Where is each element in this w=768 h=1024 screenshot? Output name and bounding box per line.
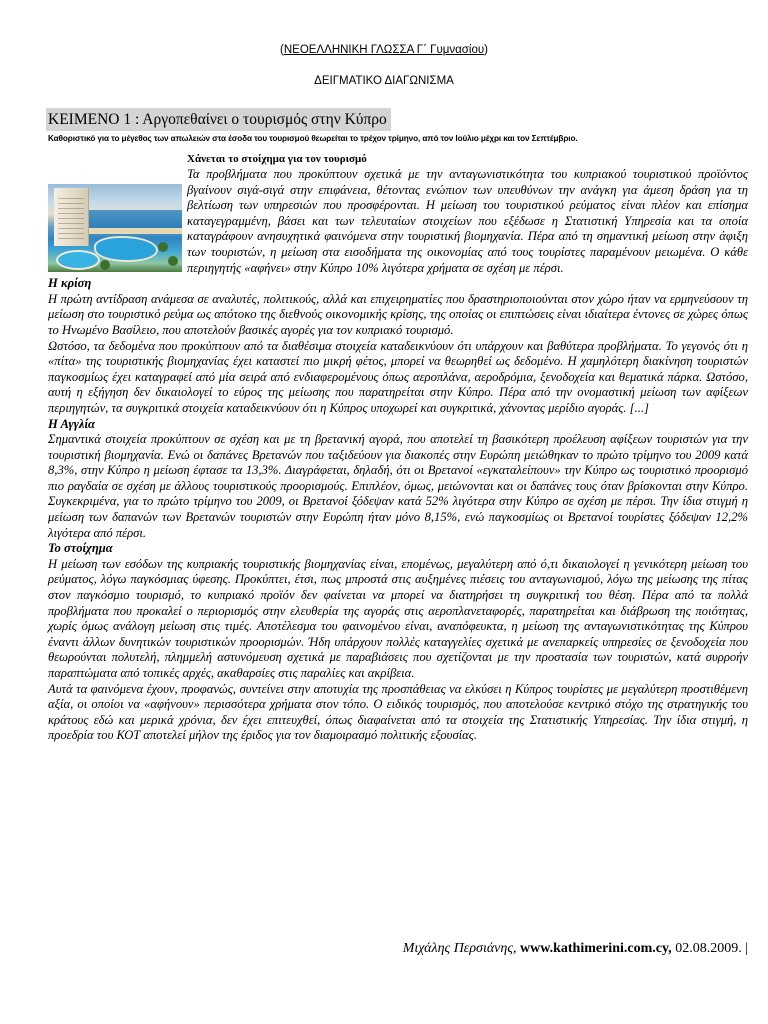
paragraph-england: Σημαντικά στοιχεία προκύπτουν σε σχέση και με τη βρετανική αγορά, που αποτελεί τη βασικότερη προέλευση αφίξεων τουριστών για την τουριστική βιομηχανία. Ενώ οι δαπάνες Βρετανών που ταξιδεύουν για διακοπές στην Ευρώπη μειώθηκαν το πρώτο τρίμηνο του 2009 κατά 8,3%, στην Κύπρο η μείωση έφτασε τα 13,3%. Διαγράφεται, δηλαδή, ότι οι Βρετανοί «εγκαταλείπουν» την Κύπρο ως τουριστικό προορισμό πιο ραγδαία σε σχέση με άλλους τουριστικούς προορισμούς. Επιπλέον, όμως, μειώνονται και οι δαπάνες τους όταν βρίσκονται στην Κύπρο. Συγκεκριμένα, για το πρώτο τρίμηνο του 2009, οι Βρετανοί ξόδεψαν κατά 52% λιγότερα στην Κύπρο σε σχέση με πέρσι. Την ίδια στιγμή η μείωση των δαπανών των Βρετανών τουριστών στην Ευρώπη ήταν μόνο 8,15%, ενώ παγκοσμίως οι Βρετανοί τουρίστες ξόδεψαν 12,2% λιγότερα από πέρσι. xyxy=(48,432,748,540)
paragraph-bet-1: Η μείωση των εσόδων της κυπριακής τουριστικής βιομηχανίας είναι, επομένως, μεγαλύτερη από ό,τι δικαιολογεί η γενικότερη μείωση του ρεύματος, λόγω παγκόσμιας ύφεσης. Προκύπτει, έτσι, πως μπροστά στις αυξημένες πιέσεις του ανταγωνισμού, λόγω της μείωσης της πίτας στον παγκόσμιο τουρισμό, το κυπριακό προϊόν δεν φαίνεται να μπορεί να διατηρήσει τη συγκριτική του θέση. Πέρα από τα πολλά προβλήματα που προκαλεί ο περιορισμός στην ελευθερία της αγοράς στις αεροπλανεταφορές, παρατηρείται και διάβρωση της ποιότητας, χωρίς όμως ανάλογη μείωση στις τιμές. Αποτέλεσμα του φαινομένου είναι, αναπόφευκτα, η μείωση της ανταγωνιστικότητας της Κύπρου έναντι άλλων δυνητικών τουριστικών προορισμών. Ήδη υπάρχουν πολλές καταγγελίες σχετικά με ανεπαρκείς υπηρεσίες σε ξενοδοχεία που θεωρούνται πολυτελή, πλημμελή αστυνόμευση σχετικά με παραβιάσεις που σχετίζονται με την προστασία των τουριστών, κατά συρροήν παραπτώματα από τοπικές αρχές, ακαθαρσίες στις παραλίες και ακρίβεια. xyxy=(48,556,748,680)
exam-subject-heading xyxy=(0,44,768,56)
publish-date: 02.08.2009. xyxy=(675,941,742,956)
author-name: Μιχάλης Περσιάνης, xyxy=(402,941,517,956)
source-signature xyxy=(403,941,748,957)
paragraph-intro: Τα προβλήματα που προκύπτουν σχετικά με την ανταγωνιστικότητα του κυπριακού τουριστικού προϊόντος βγαίνουν σιγά-σιγά στην επιφάνεια, θέτοντας ενώπιον των υπευθύνων την ανάγκη για άμεση δράση για τη βελτίωση των υπηρεσιών που προσφέρονται. Η μείωση του τουριστικού ρεύματος είναι πλέον και επίσημα καταγεγραμμένη, βάσει και των τελευταίων στοιχείων που εξέδωσε η Στατιστική Υπηρεσία και τα οποία καταγράφουν ανησυχητικά φαινόμενα στην τουριστική βιομηχανία. Πέρα από τη σημαντική μείωση στην άφιξη των τουριστών, η μείωση στα εισοδήματα της οικονομίας από τους τουρίστες παραμένουν μειωμένα. Ο κάθε περιηγητής «αφήνει» στην Κύπρο 10% λιγότερα χρήματα σε σχέση με πέρσι. xyxy=(187,167,748,275)
paragraph-crisis-1: Η πρώτη αντίδραση ανάμεσα σε αναλυτές, πολιτικούς, αλλά και επιχειρηματίες που δραστηριοποιούνται στον χώρο ήταν να ερμηνεύσουν τη μείωση στο τουριστικό ρεύμα ως απότοκο της διεθνούς οικονομικής κρίσης, της οποίας οι επιπτώσεις είναι ιδιαίτερα έντονες σε χώρες όπως το Ηνωμένο Βασίλειο, που αποτελούν βασικές αγορές για τον κυπριακό τουρισμό. xyxy=(48,291,748,337)
cursor-bar: | xyxy=(745,941,748,956)
text-subtitle: Καθοριστικό για το μέγεθος των απωλειών στα έσοδα του τουρισμού θεωρείται το τρέχον τρίμηνο, από τον Ιούλιο μέχρι και τον Σεπτέμβριο. xyxy=(48,134,578,143)
exam-type-heading: ΔΕΙΓΜΑΤΙΚΟ ΔΙΑΓΩΝΙΣΜΑ xyxy=(314,75,454,87)
heading-crisis: Η κρίση xyxy=(48,276,92,291)
intro-heading: Χάνεται το στοίχημα για τον τουρισμό xyxy=(187,153,367,165)
paren-open: ( xyxy=(280,44,284,56)
resort-photo xyxy=(48,184,182,272)
subject-title: ΝΕΟΕΛΛΗΝΙΚΗ ΓΛΩΣΣΑ Γ΄ Γυμνασίου xyxy=(283,44,485,56)
heading-bet: Το στοίχημα xyxy=(48,541,113,556)
paren-close: ) xyxy=(484,44,488,56)
source-link[interactable]: www.kathimerini.com.cy, xyxy=(520,941,672,956)
article-body xyxy=(48,152,748,744)
paragraph-bet-2: Αυτά τα φαινόμενα έχουν, προφανώς, συντείνει στην αποτυχία της προσπάθειας να ελκύσει η Κύπρος τουρίστες με μεγαλύτερη προστιθέμενη αξία, οι οποίοι να «αφήνουν» περισσότερα χρήματα στον τόπο. Ο ειδικός τουρισμός, που αποτελούσε κεντρικό στόχο της στρατηγικής του κράτους εδώ και μερικά χρόνια, δεν έχει επιτευχθεί, όπως διαφαίνεται από τα στοιχεία της Στατιστικής Υπηρεσίας. Την ίδια στιγμή, η προεδρία του ΚΟΤ αποτελεί μήλον της έριδος για τον διαμοιρασμό πολιτικής εξουσίας. xyxy=(48,681,748,743)
heading-england: Η Αγγλία xyxy=(48,416,95,431)
text-title: ΚΕΙΜΕΝΟ 1 : Αργοπεθαίνει ο τουρισμός στην Κύπρο xyxy=(46,108,391,131)
paragraph-crisis-2: Ωστόσο, τα δεδομένα που προκύπτουν από τα διαθέσιμα στοιχεία καταδεικνύουν ότι υπάρχουν και βαθύτερα προβλήματα. Το γεγονός ότι η «πίτα» της τουριστικής βιομηχανίας έχει καταστεί πιο μικρή φέτος, μπορεί να θεωρηθεί ως δεδομένο. Η χαμηλότερη διακίνηση τουριστών παγκοσμίως έχει καταγραφεί από μία σειρά από ενδιαφερομένους όπως αεροπλάνα, αεροδρόμια, ξενοδοχεία και θεματικά πάρκα. Ωστόσο, αυτή η εξήγηση δεν δικαιολογεί το εύρος της μείωσης που παρατηρείται στην Κύπρο. Πέρα από την ονομαστική μείωση των αφίξεων περιηγητών, τα συγκριτικά στοιχεία καταδεικνύουν ότι η Κύπρος υποχωρεί και συγκριτικά, χάνοντας μερίδιο αγοράς. [...] xyxy=(48,338,748,415)
